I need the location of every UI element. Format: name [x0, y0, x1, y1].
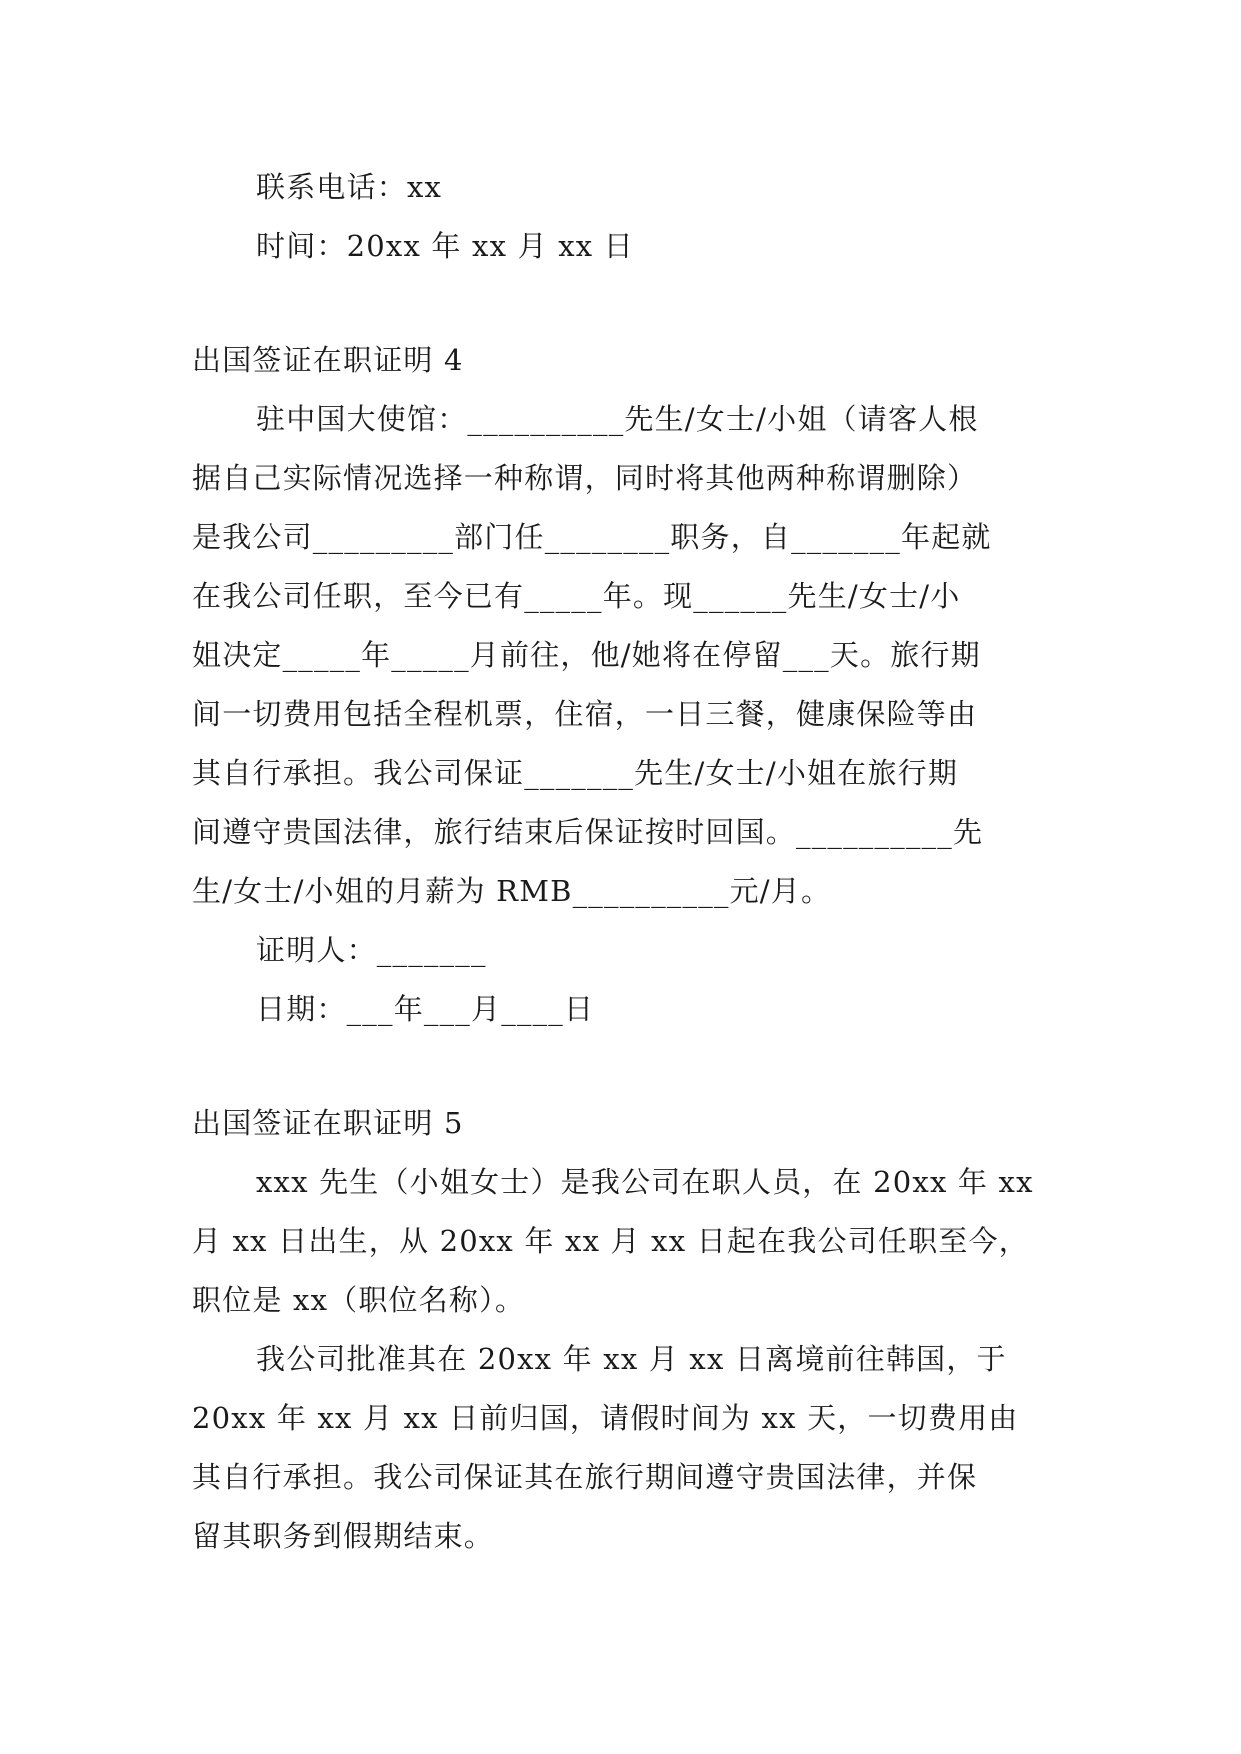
- paragraph-line: 我公司批准其在 20xx 年 xx 月 xx 日离境前往韩国，于: [256, 1342, 1007, 1376]
- signature-date-line: 日期：___年___月____日: [256, 992, 595, 1026]
- paragraph-line: 据自己实际情况选择一种称谓，同时将其他两种称谓删除）: [192, 461, 978, 495]
- paragraph-line: 20xx 年 xx 月 xx 日前归国，请假时间为 xx 天，一切费用由: [192, 1401, 1019, 1435]
- date-line: 时间：20xx 年 xx 月 xx 日: [256, 229, 634, 263]
- paragraph-line: 留其职务到假期结束。: [192, 1519, 495, 1553]
- paragraph-line: 驻中国大使馆：__________先生/女士/小姐（请客人根: [256, 402, 979, 436]
- paragraph-line: 间一切费用包括全程机票，住宿，一日三餐，健康保险等由: [192, 697, 978, 731]
- paragraph-line: 是我公司_________部门任________职务，自_______年起就: [192, 520, 992, 554]
- paragraph-line: 职位是 xx（职位名称）。: [192, 1283, 526, 1317]
- paragraph-line: 在我公司任职，至今已有_____年。现______先生/女士/小: [192, 579, 961, 613]
- certifier-line: 证明人：_______: [256, 933, 487, 967]
- section-title-4: 出国签证在职证明 4: [192, 343, 464, 377]
- paragraph-line: 姐决定_____年_____月前往，他/她将在停留___天。旅行期: [192, 638, 981, 672]
- section-title-5: 出国签证在职证明 5: [192, 1106, 464, 1140]
- paragraph-line: 其自行承担。我公司保证_______先生/女士/小姐在旅行期: [192, 756, 959, 790]
- contact-phone-line: 联系电话：xx: [256, 170, 443, 204]
- paragraph-line: 生/女士/小姐的月薪为 RMB__________元/月。: [192, 874, 832, 908]
- paragraph-line: xxx 先生（小姐女士）是我公司在职人员，在 20xx 年 xx: [256, 1165, 1034, 1199]
- paragraph-line: 月 xx 日出生，从 20xx 年 xx 月 xx 日起在我公司任职至今，: [192, 1224, 1029, 1258]
- paragraph-line: 其自行承担。我公司保证其在旅行期间遵守贵国法律，并保: [192, 1460, 978, 1494]
- paragraph-line: 间遵守贵国法律，旅行结束后保证按时回国。__________先: [192, 815, 984, 849]
